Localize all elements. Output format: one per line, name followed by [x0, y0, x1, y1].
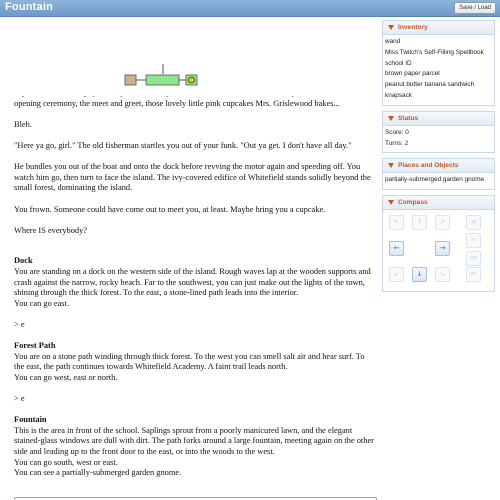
sidebar — [382, 20, 495, 297]
room-block-forest-path — [14, 341, 376, 383]
story-paragraph: Where IS everybody? — [14, 225, 88, 235]
room-exits: You can go south, west or east. — [14, 457, 118, 467]
inventory-item[interactable]: school ID — [385, 59, 412, 67]
places-panel — [382, 158, 495, 190]
room-title: Dock — [14, 256, 33, 266]
room-objects: You can see a partially-submerged garden gnome. — [14, 468, 182, 478]
compass-up-button[interactable]: up — [466, 215, 481, 230]
compass-north-button[interactable]: ↑ — [412, 215, 427, 230]
status-panel — [382, 111, 495, 154]
panel-heading: Places and Objects — [398, 162, 459, 170]
inventory-item[interactable]: Miss Twitch's Self-Filling Spellbook — [385, 48, 484, 56]
places-panel-header[interactable] — [383, 159, 494, 173]
compass-southwest-button[interactable]: ↙ — [389, 267, 404, 282]
collapse-triangle-icon — [388, 25, 394, 30]
story-paragraph: Bleh. — [14, 119, 32, 129]
room-exits: You can go west, east or north. — [14, 372, 118, 382]
compass-panel-header[interactable] — [383, 196, 494, 210]
player-command: > e — [14, 319, 25, 329]
story-text — [14, 92, 376, 479]
story-paragraph: He bundles you out of the boat and onto the dock before revving the motor again and speeding off. You watch him go, then turn to face the island. The ivy-covered edifice of Whitefield stands solidly beyond the small forest, dominating the island. — [14, 162, 371, 193]
collapse-triangle-icon — [388, 116, 394, 121]
compass-panel — [382, 195, 495, 292]
window-title: Fountain — [5, 1, 54, 13]
player-location-marker — [189, 77, 195, 83]
inventory-item[interactable]: peanut butter banana sandwich — [385, 81, 475, 89]
player-command: > e — [14, 394, 25, 404]
compass-northwest-button[interactable]: ↖ — [389, 215, 404, 230]
story-paragraph: "Here ya go, girl." The old fisherman startles you out of your funk. "Out ya get. I don't have all day." — [14, 140, 352, 150]
room-title: Fountain — [14, 415, 47, 425]
map-room-forest-path — [146, 75, 179, 85]
place-object-item[interactable]: partially-submerged garden gnome — [385, 176, 485, 184]
inventory-panel — [382, 20, 495, 106]
compass-northeast-button[interactable]: ↗ — [435, 215, 450, 230]
story-pane[interactable] — [0, 18, 380, 500]
status-body — [383, 126, 494, 153]
compass-east-button[interactable]: → — [435, 241, 450, 256]
compass-south-button[interactable]: ↓ — [412, 267, 427, 282]
story-paragraph: opening ceremony, the meet and greet, those lovely little pink cupcakes Mrs. Grislewood bakes... — [14, 98, 340, 108]
title-bar — [0, 0, 500, 17]
collapse-triangle-icon — [388, 163, 394, 168]
compass-west-button[interactable]: ← — [389, 241, 404, 256]
inventory-item[interactable]: knapsack — [385, 91, 412, 99]
compass-down-button[interactable]: dn — [466, 267, 481, 282]
compass-in-button[interactable]: in — [466, 233, 481, 248]
save-load-button[interactable]: Save / Load — [454, 2, 496, 14]
score-text: Score: 0 — [385, 128, 409, 136]
map-room-dock — [125, 75, 136, 85]
mini-map — [118, 40, 208, 96]
room-block-fountain — [14, 415, 376, 479]
places-list — [383, 173, 494, 189]
collapse-triangle-icon — [388, 200, 394, 205]
room-description: This is the area in front of the school. Saplings sprout from a poorly manicured lawn, and the elegant stained-glass windows are dull with dirt. The path forks around a large fountain, meeting again on the other side and leading up to the front door to the east, or into the woods to the west. — [14, 425, 374, 456]
room-description: You are on a stone path winding through thick forest. To the west you can smell salt air and hear surf. To the east, the path continues towards Whitefield Academy. A faint trail leads north. — [14, 351, 365, 372]
room-exits: You can go east. — [14, 298, 69, 308]
turns-text: Turns: 2 — [385, 139, 409, 147]
room-title: Forest Path — [14, 341, 56, 351]
compass-southeast-button[interactable]: ↘ — [435, 267, 450, 282]
panel-heading: Compass — [398, 199, 428, 207]
inventory-item[interactable]: brown paper parcel — [385, 70, 440, 78]
status-panel-header[interactable] — [383, 112, 494, 126]
story-paragraph: You frown. Someone could have come out to meet you, at least. Maybe bring you a cupcake. — [14, 204, 326, 214]
inventory-item[interactable]: wand — [385, 38, 401, 45]
panel-heading: Status — [398, 114, 419, 122]
inventory-panel-header[interactable] — [383, 21, 494, 35]
room-description: You are standing on a dock on the western side of the island. Rough waves lap at the wooden supports and crash against the narrow, rocky beach. Far to the southwest, you can just make out the lights of the town, shining through the thick forest. To the east, a stone-lined path leads into the interior. — [14, 266, 371, 298]
panel-heading: Inventory — [398, 24, 428, 31]
compass-grid — [386, 212, 491, 288]
inventory-list — [383, 35, 494, 105]
compass-out-button[interactable]: out — [466, 251, 481, 266]
room-block-dock — [14, 256, 376, 309]
